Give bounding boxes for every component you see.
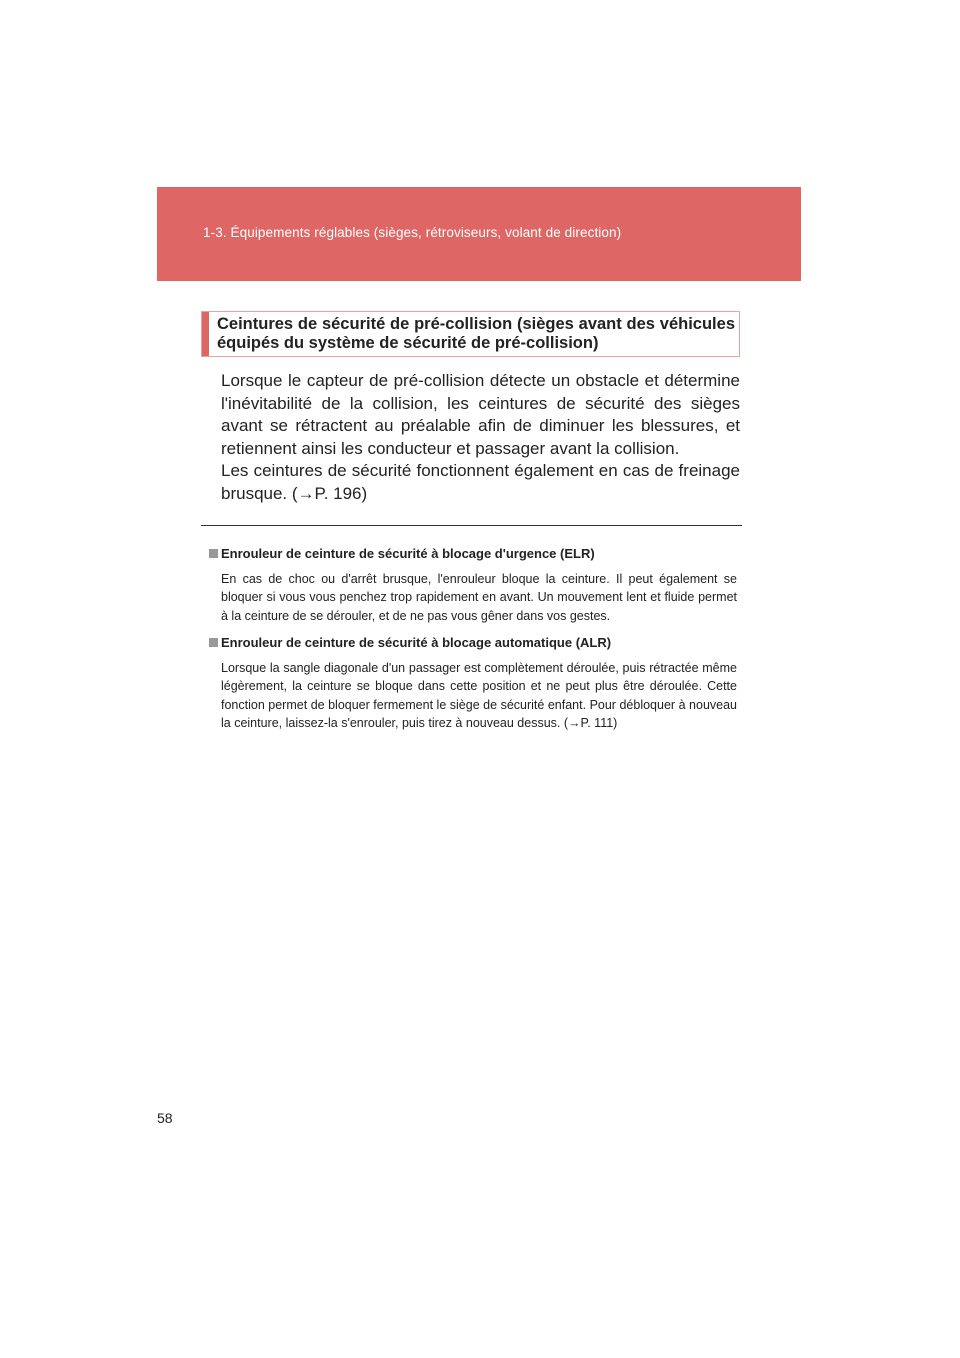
note-alr bbox=[209, 634, 737, 732]
chapter-header-band bbox=[157, 187, 801, 281]
intro-paragraph-1: Lorsque le capteur de pré-collision détecte un obstacle et détermine l'inévitabilité de la collision, les ceintures de sécurité des sièges avant se rétractent au préalable afin de diminuer les blessures, et retiennent ainsi les conducteur et passager avant la collision. bbox=[221, 371, 740, 458]
chapter-title: 1-3. Équipements réglables (sièges, rétroviseurs, volant de direction) bbox=[203, 225, 622, 240]
square-bullet-icon bbox=[209, 549, 218, 558]
intro-paragraph-2: Les ceintures de sécurité fonctionnent également en cas de freinage brusque. (→P. 196) bbox=[221, 461, 740, 503]
square-bullet-icon bbox=[209, 638, 218, 647]
note-body: En cas de choc ou d'arrêt brusque, l'enrouleur bloque la ceinture. Il peut également se bloquer si vous vous penchez trop rapidement en avant. Un mouvement lent et fluide permet à la ceinture de se dérouler, et de ne pas vous gêner dans vos gestes. bbox=[221, 572, 737, 623]
section-title: Ceintures de sécurité de pré-collision (sièges avant des véhicules équipés du système de sécurité de pré-collision) bbox=[217, 315, 735, 352]
note-body: Lorsque la sangle diagonale d'un passager est complètement déroulée, puis rétractée même légèrement, la ceinture se bloque dans cette position et ne peut plus être déroulée. Cette fonction permet de bloquer fermement le siège de sécurité enfant. Pour débloquer à nouveau la ceinture, laissez-la s'enrouler, puis tirez à nouveau dessus. (→P. 111) bbox=[221, 661, 737, 730]
section-intro bbox=[221, 370, 740, 506]
note-elr bbox=[209, 545, 737, 625]
note-title bbox=[209, 545, 737, 563]
note-title bbox=[209, 634, 737, 652]
note-title-text: Enrouleur de ceinture de sécurité à blocage automatique (ALR) bbox=[221, 635, 612, 650]
section-accent-bar bbox=[202, 312, 209, 356]
section-divider bbox=[201, 525, 742, 526]
page-number: 58 bbox=[157, 1110, 173, 1126]
section-heading-box bbox=[201, 311, 740, 357]
note-title-text: Enrouleur de ceinture de sécurité à blocage d'urgence (ELR) bbox=[221, 546, 595, 561]
